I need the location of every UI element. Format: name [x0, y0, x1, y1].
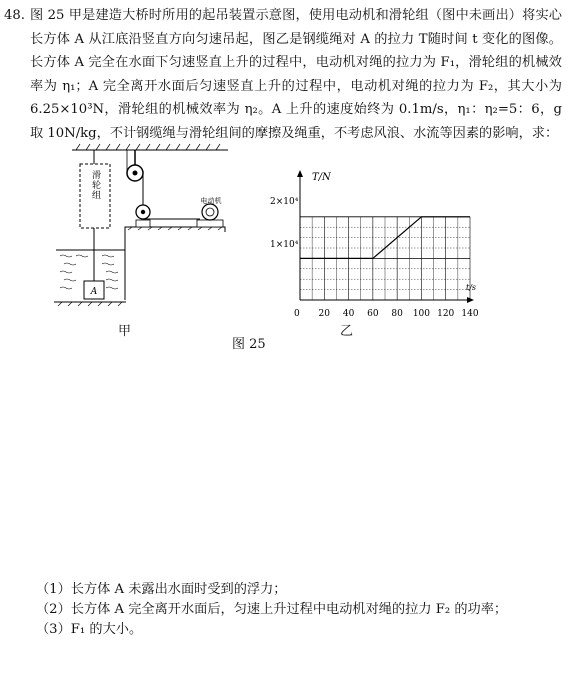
figure-25: [0, 140, 570, 355]
x-tick-label: 20: [318, 309, 331, 319]
x-tick-label: 120: [437, 309, 455, 319]
y-axis-label: T/N: [312, 172, 331, 183]
x-tick-label: 40: [342, 309, 355, 319]
x-tick-label: 100: [412, 309, 431, 319]
sub-question-1: （1）长方体 A 未露出水面时受到的浮力；: [36, 582, 287, 597]
motor-label: 电动机: [200, 197, 222, 205]
x-axis-label: t/s: [466, 283, 477, 292]
left-figure-caption: 甲: [118, 324, 132, 339]
question-number: 48.: [4, 8, 25, 23]
x-tick-labels: [319, 309, 479, 319]
y-tick-low: 1×10⁴: [270, 240, 299, 250]
figure-caption: 图 25: [232, 337, 266, 352]
crane-diagram: [50, 140, 290, 320]
tension-time-graph: [262, 140, 492, 320]
motor: [202, 204, 218, 220]
graph-axes: [297, 170, 477, 303]
block-a-label: A: [90, 287, 98, 297]
sub-question-2: （2）长方体 A 完全离开水面后，匀速上升过程中电动机对绳的拉力 F₂ 的功率；: [36, 602, 508, 617]
x-tick-label: 80: [391, 309, 403, 319]
right-figure-caption: 乙: [340, 324, 354, 339]
sub-question-3: （3）F₁ 的大小。: [36, 622, 143, 637]
question-text: 图 25 甲是建造大桥时所用的起吊装置示意图，使用电动机和滑轮组（图中未画出）将实心长方体 A 从江底沿竖直方向匀速吊起，图乙是钢缆绳对 A 的拉力 T随时间 t 变化的图像。长方体 A 完全在水面下匀速竖直上升的过程中，电动机对绳的拉力为 F₁，滑轮组的机械效率为 η₁；A 完全离开水面后匀速竖直上升的过程中，电动机对绳的拉力为 F₂，其大小为 6.25×10³N，滑轮组的机械效率为 η₂。A 上升的速度始终为 0.1m/s，η₁：η₂=5：6，g 取 10N/kg，不计钢缆绳与滑轮组间的摩擦及绳重，不考虑风浪、水流等因素的影响，求：: [30, 8, 562, 141]
origin-label: 0: [294, 309, 300, 319]
pulley-group-label: 滑轮组: [90, 170, 100, 200]
question-block: [4, 4, 562, 145]
x-tick-label: 140: [461, 309, 479, 319]
y-tick-high: 2×10⁴: [270, 197, 299, 207]
x-tick-label: 60: [367, 309, 379, 319]
